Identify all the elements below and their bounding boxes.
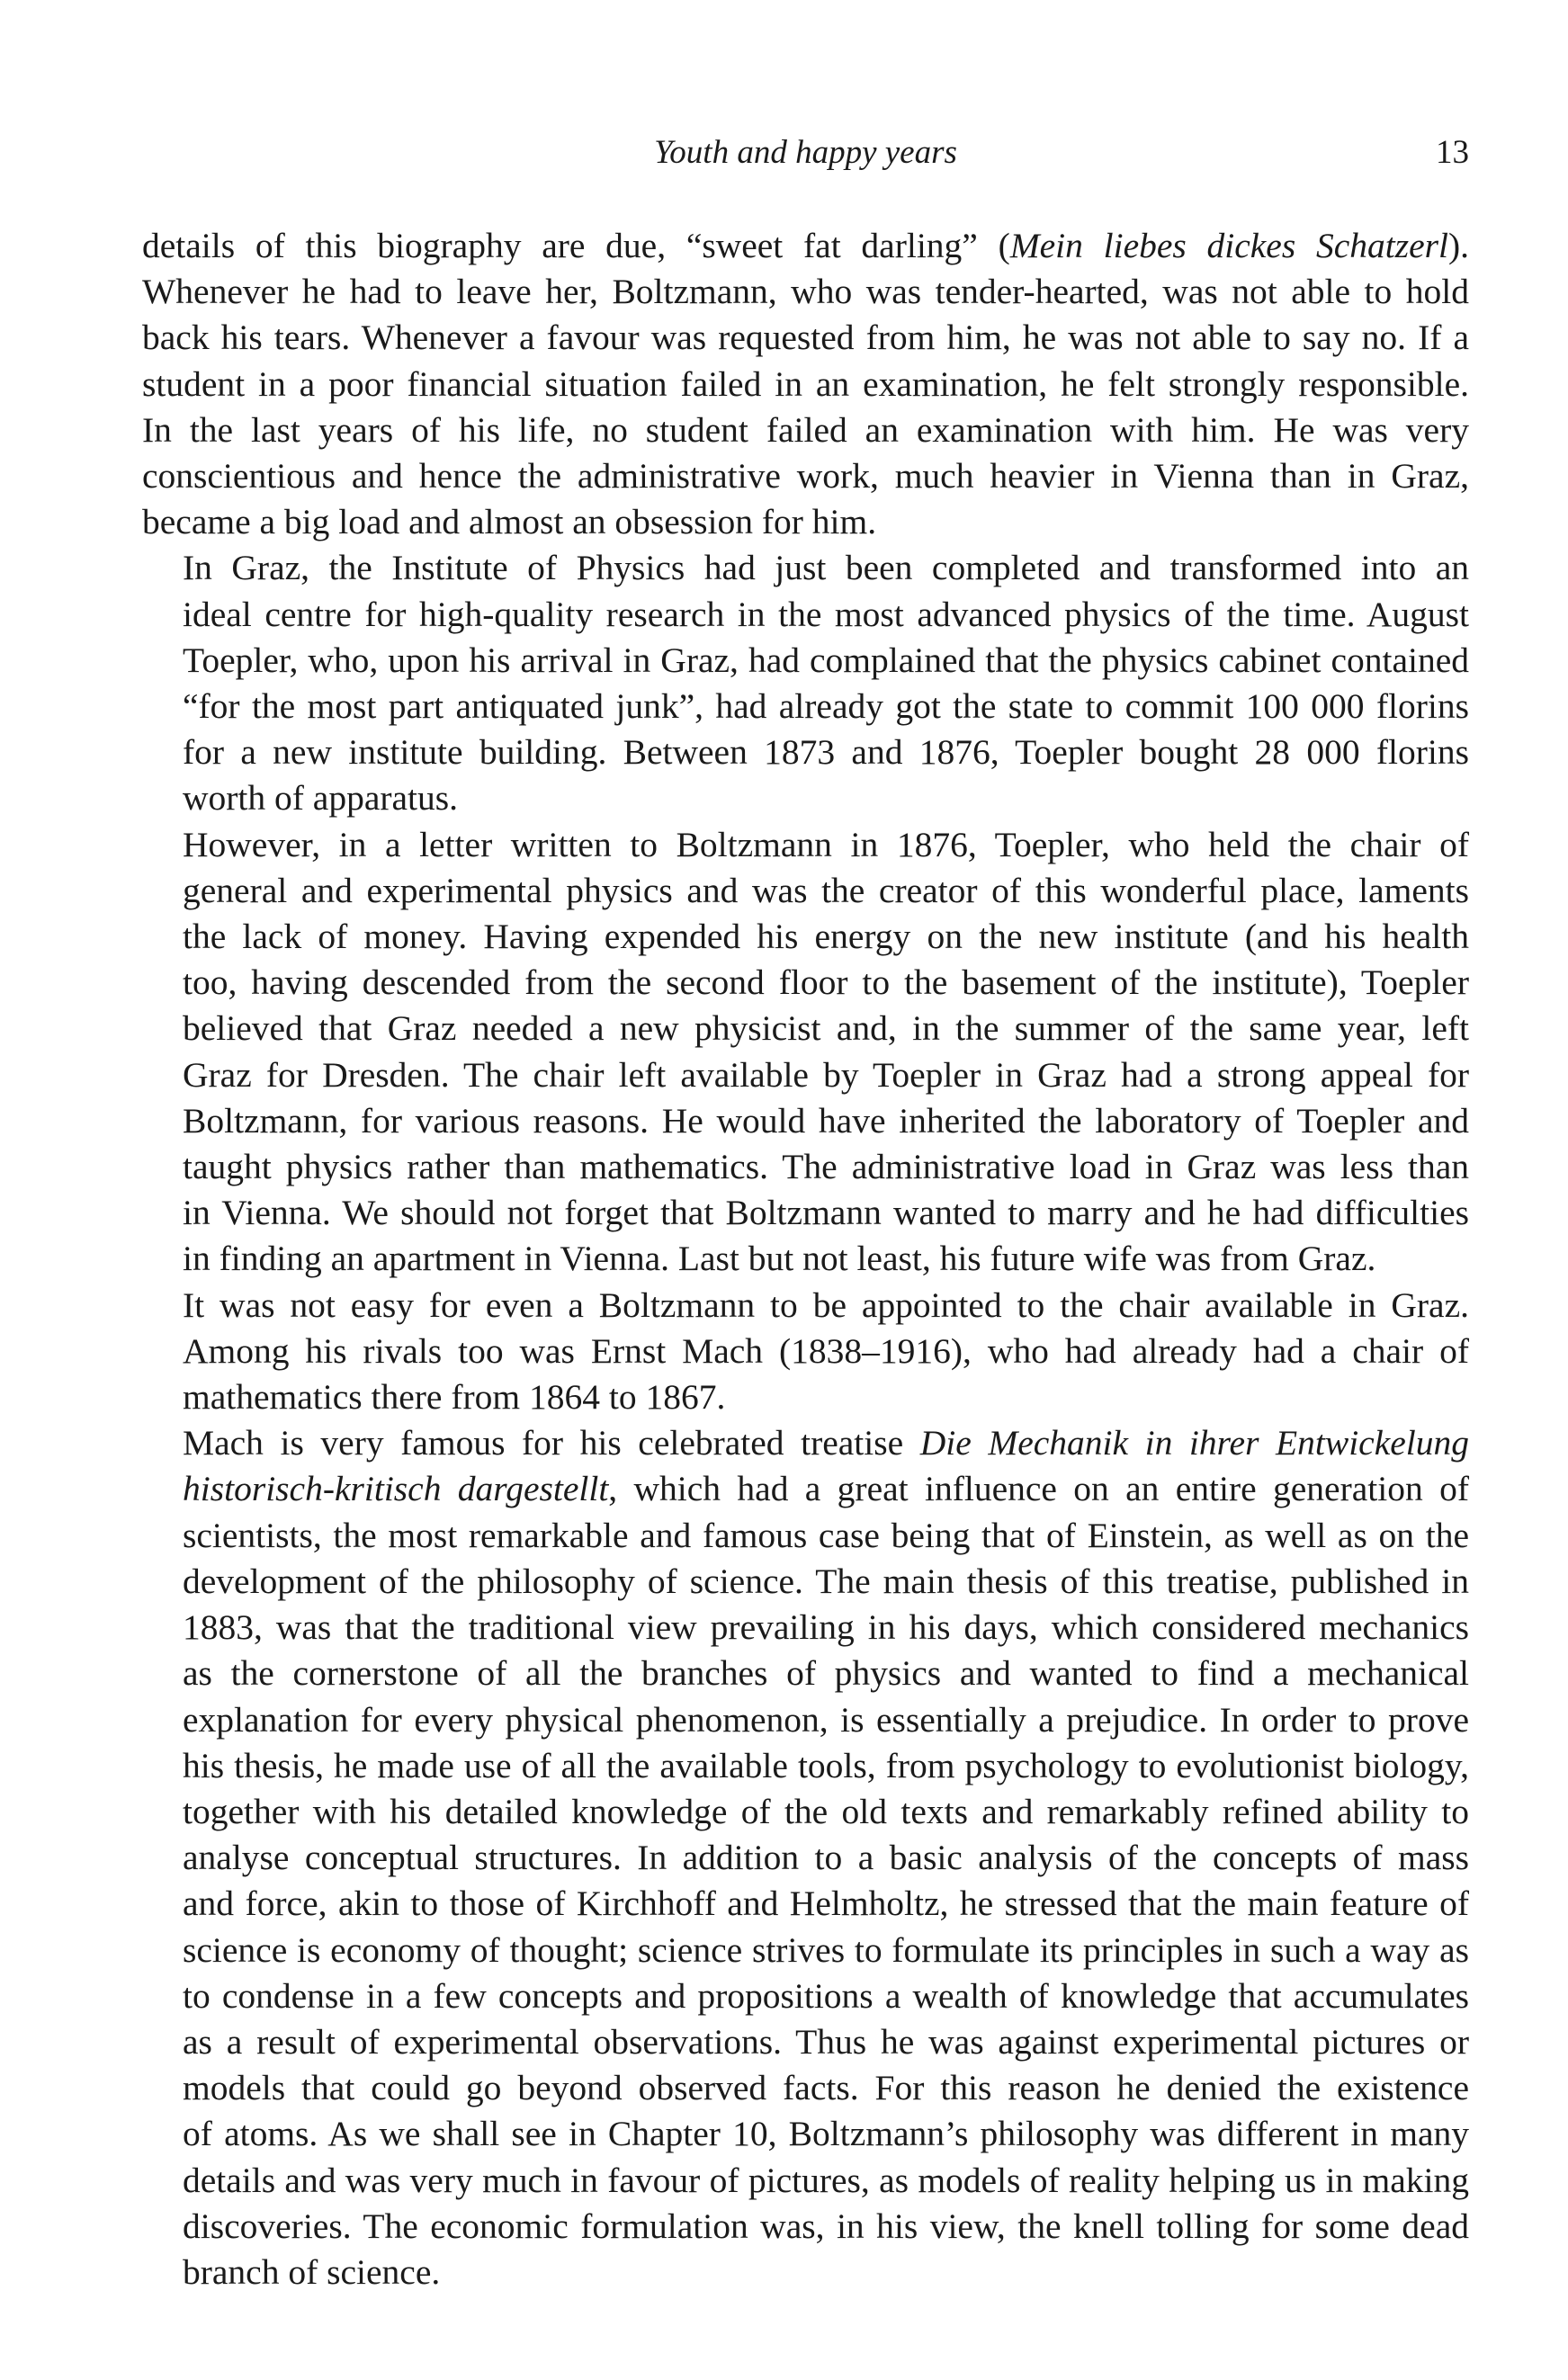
text-segment: worth of apparatus. <box>183 778 459 819</box>
text-segment: taught physics rather than mathematics. The administrative load in Graz was less than <box>183 1147 1469 1187</box>
text-segment: science is economy of thought; science strives to formulate its principles in such a way as <box>183 1929 1469 1970</box>
page-number: 13 <box>1436 134 1469 171</box>
paragraph <box>142 545 1469 821</box>
paragraph <box>142 822 1469 1283</box>
text-segment: for a new institute building. Between 1873 and 1876, Toepler bought 28 000 florins <box>183 732 1469 773</box>
text-segment: In the last years of his life, no student failed an examination with him. He was very <box>142 409 1469 450</box>
text-line <box>142 1697 1469 1743</box>
body-text <box>142 223 1469 2295</box>
text-segment: analyse conceptual structures. In addition to a basic analysis of the concepts of mass <box>183 1838 1469 1878</box>
text-segment: back his tears. Whenever a favour was requested from him, he was not able to say no. If a <box>142 318 1469 358</box>
text-line <box>142 1928 1469 1973</box>
text-segment: conscientious and hence the administrative work, much heavier in Vienna than in Graz, <box>142 456 1469 497</box>
text-segment: In Graz, the Institute of Physics had just been completed and transformed into an <box>183 548 1469 588</box>
text-line <box>142 684 1469 729</box>
text-line <box>142 269 1469 315</box>
text-line <box>142 592 1469 638</box>
text-line <box>142 1236 1469 1282</box>
italic-text: Die Mechanik in ihrer Entwickelung <box>919 1423 1469 1463</box>
text-line <box>142 1190 1469 1236</box>
text-line <box>142 960 1469 1006</box>
text-line <box>142 1605 1469 1651</box>
text-segment: Whenever he had to leave her, Boltzmann, who was tender-hearted, was not able to hold <box>142 272 1469 312</box>
text-line <box>142 1283 1469 1329</box>
text-segment: details and was very much in favour of pictures, as models of reality helping us in making <box>183 2160 1469 2200</box>
text-line <box>142 2158 1469 2204</box>
text-segment: in finding an apartment in Vienna. Last but not least, his future wife was from Graz. <box>183 1239 1376 1279</box>
text-line <box>142 1743 1469 1789</box>
text-line <box>142 2065 1469 2111</box>
text-line <box>142 2250 1469 2295</box>
text-line <box>142 1144 1469 1190</box>
text-segment: became a big load and almost an obsession for him. <box>142 502 877 542</box>
text-segment: too, having descended from the second floor to the basement of the institute), Toepler <box>183 962 1469 1003</box>
text-line <box>142 1973 1469 2019</box>
text-segment: the lack of money. Having expended his energy on the new institute (and his health <box>183 917 1469 957</box>
text-line <box>142 1651 1469 1696</box>
text-segment: models that could go beyond observed facts. For this reason he denied the existence <box>183 2068 1469 2108</box>
text-line <box>142 1513 1469 1559</box>
text-segment: in Vienna. We should not forget that Boltzmann wanted to marry and he had difficulties <box>183 1193 1469 1233</box>
text-segment: ideal centre for high-quality research in the most advanced physics of the time. August <box>183 594 1469 634</box>
text-line <box>142 2111 1469 2157</box>
paragraph <box>142 1420 1469 2295</box>
text-line <box>142 1559 1469 1605</box>
text-segment: Boltzmann, for various reasons. He would have inherited the laboratory of Toepler and <box>183 1100 1469 1141</box>
text-line <box>142 1052 1469 1098</box>
text-line <box>142 1329 1469 1374</box>
text-segment: and force, akin to those of Kirchhoff and Helmholtz, he stressed that the main feature of <box>183 1883 1469 1924</box>
text-line <box>142 315 1469 361</box>
text-segment: together with his detailed knowledge of the old texts and remarkably refined ability to <box>183 1791 1469 1831</box>
text-segment: discoveries. The economic formulation was, in his view, the knell tolling for some dead <box>183 2206 1469 2246</box>
text-segment: ). <box>1447 226 1469 265</box>
text-line <box>142 1881 1469 1927</box>
text-line <box>142 499 1469 545</box>
text-line <box>142 822 1469 868</box>
text-line <box>142 1098 1469 1144</box>
text-line <box>142 2019 1469 2065</box>
text-segment: details of this biography are due, “sweet fat darling” ( <box>142 226 1010 265</box>
text-segment: “for the most part antiquated junk”, had already got the state to commit 100 000 florins <box>183 686 1469 727</box>
running-head <box>142 128 1469 178</box>
text-segment: as the cornerstone of all the branches of physics and wanted to find a mechanical <box>183 1653 1469 1694</box>
text-line <box>142 1420 1469 1466</box>
text-segment: 1883, was that the traditional view prevailing in his days, which considered mechanics <box>183 1607 1469 1648</box>
text-line <box>142 407 1469 453</box>
text-segment: scientists, the most remarkable and famous case being that of Einstein, as well as on the <box>183 1515 1469 1555</box>
paragraph <box>142 1283 1469 1421</box>
text-segment: It was not easy for even a Boltzmann to be appointed to the chair available in Graz. <box>183 1284 1469 1325</box>
text-segment: branch of science. <box>183 2251 441 2292</box>
text-segment: Among his rivals too was Ernst Mach (1838–1916), who had already had a chair of <box>183 1330 1469 1371</box>
running-head-title: Youth and happy years <box>654 134 957 171</box>
text-line <box>142 1466 1469 1512</box>
text-line <box>142 2204 1469 2250</box>
italic-text: Mein liebes dickes Schatzerl <box>1009 226 1448 265</box>
text-segment: to condense in a few concepts and propositions a wealth of knowledge that accumulates <box>183 1975 1469 2016</box>
italic-text: historisch-kritisch dargestellt <box>183 1469 609 1509</box>
text-line <box>142 775 1469 821</box>
text-segment: However, in a letter written to Boltzmann in 1876, Toepler, who held the chair of <box>183 824 1469 864</box>
text-segment: student in a poor financial situation failed in an examination, he felt strongly responsible. <box>142 363 1469 404</box>
text-line <box>142 868 1469 914</box>
text-segment: general and experimental physics and was the creator of this wonderful place, laments <box>183 870 1469 910</box>
text-segment: believed that Graz needed a new physicist and, in the summer of the same year, left <box>183 1008 1469 1049</box>
text-line <box>142 453 1469 499</box>
text-segment: mathematics there from 1864 to 1867. <box>183 1377 726 1418</box>
text-line <box>142 914 1469 960</box>
text-segment: of atoms. As we shall see in Chapter 10, Boltzmann’s philosophy was different in many <box>183 2114 1469 2154</box>
text-segment: , which had a great influence on an entire generation of <box>608 1469 1469 1509</box>
text-line <box>142 223 1469 269</box>
text-segment: Toepler, who, upon his arrival in Graz, had complained that the physics cabinet contained <box>183 640 1469 680</box>
text-line <box>142 1835 1469 1881</box>
text-line <box>142 362 1469 407</box>
text-line <box>142 1006 1469 1051</box>
text-line <box>142 729 1469 775</box>
text-segment: as a result of experimental observations. Thus he was against experimental pictures or <box>183 2021 1469 2062</box>
text-line <box>142 638 1469 684</box>
text-segment: his thesis, he made use of all the available tools, from psychology to evolutionist biology, <box>183 1745 1469 1785</box>
text-segment: explanation for every physical phenomenon, is essentially a prejudice. In order to prove <box>183 1699 1469 1740</box>
text-line <box>142 545 1469 591</box>
text-line <box>142 1374 1469 1420</box>
text-segment: Mach is very famous for his celebrated treatise <box>183 1423 920 1463</box>
paragraph <box>142 223 1469 545</box>
text-line <box>142 1789 1469 1835</box>
text-segment: development of the philosophy of science. The main thesis of this treatise, published in <box>183 1561 1469 1601</box>
text-segment: Graz for Dresden. The chair left available by Toepler in Graz had a strong appeal for <box>183 1054 1469 1095</box>
